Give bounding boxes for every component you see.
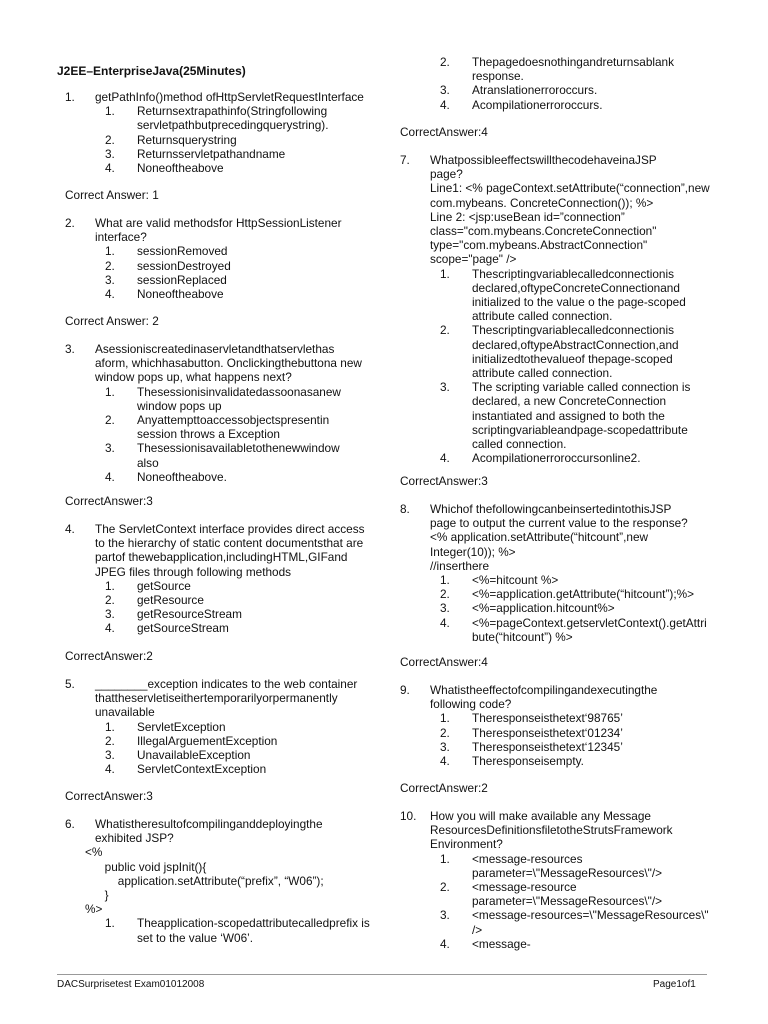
correct-answer: CorrectAnswer:2	[400, 781, 488, 795]
option: 4. <message-	[440, 936, 531, 951]
question-6: 6. Whatistheresultofcompilinganddeployingthe exhibited JSP? <% public void jspInit(){ application.setAttribute(“prefix”, “W06”); } %> 1. Theapplication-scopedattributecalledprefix is set to the value ‘W06’.	[65, 817, 395, 945]
option: 3. Returnsservletpathandname	[105, 146, 286, 161]
question-8: 8. Whichof thefollowingcanbeinsertedintothisJSP page to output the current value to the response? <% application.setAttribute(“hitcount”,new Integer(10)); %> //inserthere 1. <%=hitcount %> 2. <%=application.getAttribute(“hitcount”);%> 3. <%=application.hitcount%> 4. <%=pageContext.getservletContext().getAttri bute(“hitcount”) %>	[400, 502, 710, 644]
option: 4. Noneoftheabove.	[105, 469, 227, 484]
question-3: 3. Asessioniscreatedinaservletandthatservlethas aform, whichhasabutton. Onclickingthebuttona new window pops up, what happens next? 1. Thesessionisinvalidatedassoonasanew window pops up 2. Anyattempttoaccessobjectspresentin session throws a Exception 3. Thesessionisavailabletothenewwindow also 4. Noneoftheabove.	[65, 342, 395, 484]
question-text: Whichof thefollowingcanbeinsertedintothisJSP page to output the current value to the response? <% application.setAttribute(“hitcount”,new Integer(10)); %> //inserthere	[430, 502, 688, 573]
option: 2. Anyattempttoaccessobjectspresentin session throws a Exception	[105, 413, 330, 442]
option: 2. <message-resource parameter=\"MessageResources\"/>	[440, 880, 663, 909]
question-text: getPathInfo()method ofHttpServletRequestInterface	[95, 90, 364, 104]
option: 1. getSource	[105, 578, 191, 593]
correct-answer: CorrectAnswer:4	[400, 125, 488, 139]
question-number: 1.	[65, 90, 75, 104]
option: 2. IllegalArguementException	[105, 733, 278, 748]
question-7: 7. WhatpossibleeffectswillthecodehaveinaJSP page? Line1: <% pageContext.setAttribute(“connection”,new com.mybeans. ConcreteConnection()); %> Line 2: <jsp:useBean id=”connection” class="com.mybeans.ConcreteConnection" type="com.mybeans.AbstractConnection" scope="page" /> 1. Thescriptingvariablecalledconnectionis declared,oftypeConcreteConnectionand initialized to the value o the page-scoped attribute called connection. 2. Thescriptingvariablecalledconnectionis declared,oftypeAbstractConnection,and initializedtothevalueof thepage-scoped attribute called connection. 3. The scripting variable called connection is declared, a new ConcreteConnection instantiated and assigned to both the scriptingvariableandpage-scopedattribute called connection. 4. Acompilationerroroccursonline2.	[400, 153, 710, 466]
question-text: Asessioniscreatedinaservletandthatservlethas aform, whichhasabutton. Onclickingthebuttona new window pops up, what happens next?	[95, 342, 362, 385]
option: 3. <message-resources=\"MessageResources\" />	[440, 908, 709, 937]
option: 3. Theresponseisthetext‘12345’	[440, 739, 623, 754]
option: 4. Theresponseisempty.	[440, 754, 584, 769]
correct-answer: Correct Answer: 1	[65, 188, 159, 202]
option: 1. ServletException	[105, 719, 226, 734]
option: 3. sessionReplaced	[105, 272, 227, 287]
question-2: 2. What are valid methodsfor HttpSessionListener interface? 1. sessionRemoved 2. sessionDestroyed 3. sessionReplaced 4. Noneoftheabove	[65, 216, 395, 301]
correct-answer: CorrectAnswer:4	[400, 655, 488, 669]
correct-answer: CorrectAnswer:3	[400, 474, 488, 488]
option: 3. The scripting variable called connection is declared, a new ConcreteConnection instantiated and assigned to both the scriptingvariableandpage-scopedattribute called connection.	[440, 380, 691, 452]
option: 2. Returnsquerystring	[105, 132, 237, 147]
question-text: Whatistheresultofcompilinganddeployingthe exhibited JSP?	[95, 817, 323, 846]
option: 2. getResource	[105, 593, 204, 608]
option: 4. ServletContextException	[105, 762, 267, 777]
question-10: 10. How you will make available any Message ResourcesDefinitionsfiletotheStrutsFramework Environment? 1. <message-resources parameter=\"MessageResources\"/> 2. <message-resource parameter=\"MessageResources\"/> 3. <message-resources=\"MessageResources\" /> 4. <message-	[400, 809, 709, 951]
option: 3. <%=application.hitcount%>	[440, 601, 615, 616]
question-text: ________exception indicates to the web container thattheservletiseithertemporarilyorpermanently unavailable	[95, 677, 358, 720]
question-text: Whatistheeffectofcompilingandexecutingthe following code?	[430, 683, 658, 712]
option: 1. <message-resources parameter=\"MessageResources\"/>	[440, 851, 663, 880]
option: 2. sessionDestroyed	[105, 258, 231, 273]
correct-answer: CorrectAnswer:3	[65, 494, 153, 508]
question-text: How you will make available any Message ResourcesDefinitionsfiletotheStrutsFramework Environment?	[430, 809, 673, 852]
footer-divider	[57, 974, 707, 975]
question-1	[65, 90, 395, 175]
code-snippet: <% public void jspInit(){ application.setAttribute(“prefix”, “W06”); } %>	[85, 845, 324, 917]
document-title: J2EE–EnterpriseJava(25Minutes)	[57, 64, 246, 78]
question-text: What are valid methodsfor HttpSessionListener interface?	[95, 216, 342, 245]
option: 4. <%=pageContext.getservletContext().getAttri bute(“hitcount”) %>	[440, 615, 707, 644]
option: 4. Acompilationerroroccurs.	[440, 97, 603, 112]
correct-answer: CorrectAnswer:2	[65, 649, 153, 663]
option: 2. Thepagedoesnothingandreturnsablank response.	[440, 55, 675, 84]
option: 3. UnavailableException	[105, 748, 251, 763]
option: 3. getResourceStream	[105, 607, 242, 622]
option: 2. Thescriptingvariablecalledconnectionis declared,oftypeAbstractConnection,and initializedtothevalueof thepage-scoped attribute called connection.	[440, 323, 679, 381]
option: 1. sessionRemoved	[105, 244, 228, 259]
question-6-continued	[400, 55, 710, 112]
question-4: 4. The ServletContext interface provides direct access to the hierarchy of static content documentsthat are partof thewebapplication,includingHTML,GIFand JPEG files through following methods 1. getSource 2. getResource 3. getResourceStream 4. getSourceStream	[65, 522, 395, 636]
option: 3. Atranslationerroroccurs.	[440, 83, 598, 98]
option: 1. Thescriptingvariablecalledconnectionis declared,oftypeConcreteConnectionand initialized to the value o the page-scoped attribute called connection.	[440, 266, 686, 324]
question-text: WhatpossibleeffectswillthecodehaveinaJSP page? Line1: <% pageContext.setAttribute(“connection”,new com.mybeans. ConcreteConnection()); %> Line 2: <jsp:useBean id=”connection” class="com.mybeans.ConcreteConnection" type="com.mybeans.AbstractConnection" scope="page" />	[430, 153, 710, 267]
option: 2. <%=application.getAttribute(“hitcount”);%>	[440, 587, 694, 602]
question-9: 9. Whatistheeffectofcompilingandexecutingthe following code? 1. Theresponseisthetext‘98765’ 2. Theresponseisthetext‘01234’ 3. Theresponseisthetext‘12345’ 4. Theresponseisempty.	[400, 683, 710, 768]
option: 2. Theresponseisthetext‘01234’	[440, 725, 623, 740]
option: 4. Noneoftheabove	[105, 161, 224, 176]
footer-exam-name: DACSurprisetest Exam01012008	[57, 979, 205, 990]
option: 4. Noneoftheabove	[105, 287, 224, 302]
option: 1. Theapplication-scopedattributecalledprefix is set to the value ‘W06’.	[105, 916, 370, 945]
option: 4. getSourceStream	[105, 621, 229, 636]
question-5: 5. ________exception indicates to the web container thattheservletiseithertemporarilyorpermanently unavailable 1. ServletException 2. IllegalArguementException 3. UnavailableException 4. ServletContextException	[65, 677, 395, 776]
option: 1. Theresponseisthetext‘98765’	[440, 711, 623, 726]
option: 1. Returnsextrapathinfo(Stringfollowing servletpathbutprecedingquerystring).	[105, 104, 329, 133]
correct-answer: Correct Answer: 2	[65, 314, 159, 328]
option: 4. Acompilationerroroccursonline2.	[440, 451, 641, 466]
correct-answer: CorrectAnswer:3	[65, 789, 153, 803]
question-text: The ServletContext interface provides direct access to the hierarchy of static content documentsthat are partof thewebapplication,includingHTML,GIFand JPEG files through following methods	[95, 522, 365, 579]
footer-page-number: Page1of1	[653, 979, 696, 990]
option: 1. Thesessionisinvalidatedassoonasanew window pops up	[105, 384, 341, 413]
option: 1. <%=hitcount %>	[440, 573, 559, 588]
option: 3. Thesessionisavailabletothenewwindow also	[105, 441, 340, 470]
